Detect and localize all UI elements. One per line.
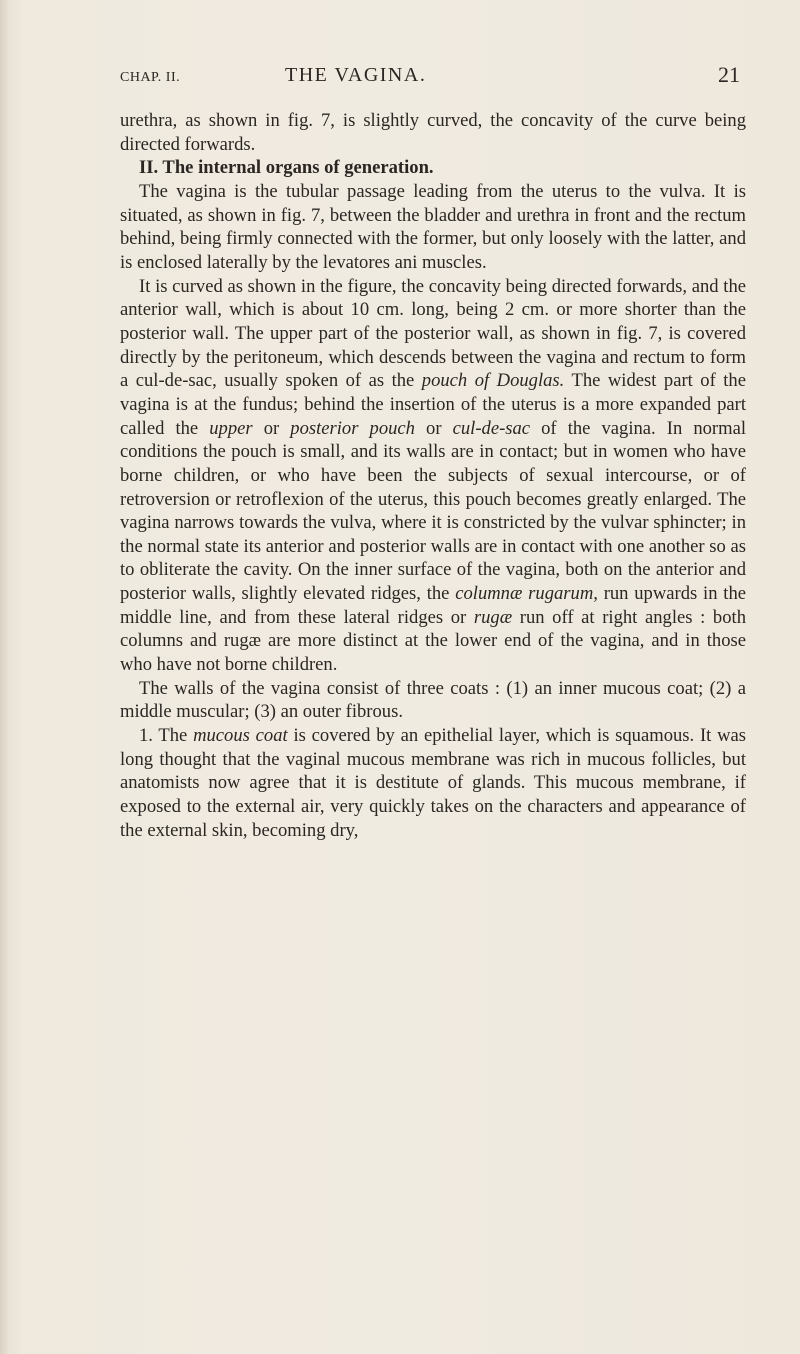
page-title: THE VAGINA. (285, 64, 427, 86)
paragraph-vagina-position-text: The vagina is the tubular passage leading from the uterus to the vulva. It is situated, as shown in fig. 7, between the bladder and urethra in front and the rectum behind, being firmly connected with the former, but only loosely with the latter, and is enclosed laterally by the levatores ani muscles. (120, 180, 746, 273)
text-run: or (414, 417, 453, 439)
italic-term-posterior-pouch: posterior pouch (290, 417, 415, 439)
text-run: is covered by an epithelial layer, which is squamous. It was long thought that the vaginal mucous membrane was rich in mucous follicles, but anatomists now agree that it is destitute of glands. This mucous membrane, if exposed to the external air, very quickly takes on the characters and appearance of the external skin, becoming dry, (120, 725, 747, 841)
paragraph-vaginal-coats (120, 677, 746, 724)
section-heading: II. The internal organs of generation. (139, 157, 434, 179)
italic-term-columnae-rugarum: columnæ rugarum, (455, 583, 598, 605)
text-run: 1. The (139, 725, 194, 747)
binding-edge (0, 0, 10, 1354)
body-text (120, 109, 746, 842)
italic-term-upper: upper (209, 417, 253, 439)
text-run: of the vagina. In normal conditions the pouch is small, and its walls are in contact; but in women who have borne children, or who have been the subjects of sexual intercourse, or of retroversion or retroflexion of the uterus, this pouch becomes greatly enlarged. The vagina narrows towards the vulva, where it is constricted by the vulvar sphincter; in the normal state its anterior and posterior walls are in contact with one another so as to obliterate the cavity. On the inner surface of the vagina, both on the anterior and posterior walls, slightly elevated ridges, the (120, 417, 746, 605)
page-number: 21 (718, 62, 740, 87)
italic-term-pouch-of-douglas: pouch of Douglas. (421, 370, 565, 392)
paragraph-continuation: urethra, as shown in fig. 7, is slightly curved, the concavity of the curve being directed forwards. (120, 110, 746, 155)
text-run: It is curved as shown in the figure, the concavity being directed forwards, and the anterior wall, which is about 10 cm. long, being 2 cm. or more shorter than the posterior wall. The upper part of the posterior wall, as shown in fig. 7, is covered directly by the peritoneum, which descends between the vagina and rectum to form a cul-de-sac, usually spoken of as the (120, 275, 746, 392)
text-run: or (252, 417, 291, 439)
paragraph-vaginal-coats-text: The walls of the vagina consist of three coats : (1) an inner mucous coat; (2) a middle muscular; (3) an outer fibrous. (120, 677, 746, 723)
text-run: run upwards in the middle line, and from these lateral ridges or (120, 583, 747, 628)
running-head (120, 62, 740, 88)
chapter-label: CHAP. II. (120, 70, 181, 85)
paragraph-vagina-position (120, 180, 746, 275)
italic-term-rugae: rugæ (473, 606, 513, 628)
text-run: run off at right angles : both columns and rugæ are more distinct at the lower end of the vagina, and in those who have not borne children. (120, 606, 746, 676)
italic-term-mucous-coat: mucous coat (193, 725, 288, 747)
paragraph-vagina-shape (120, 275, 746, 677)
paragraph-mucous-coat (120, 724, 746, 842)
text-run: The widest part of the vagina is at the fundus; behind the insertion of the uterus is a more expanded part called the (120, 370, 746, 439)
italic-term-cul-de-sac: cul-de-sac (452, 417, 531, 439)
